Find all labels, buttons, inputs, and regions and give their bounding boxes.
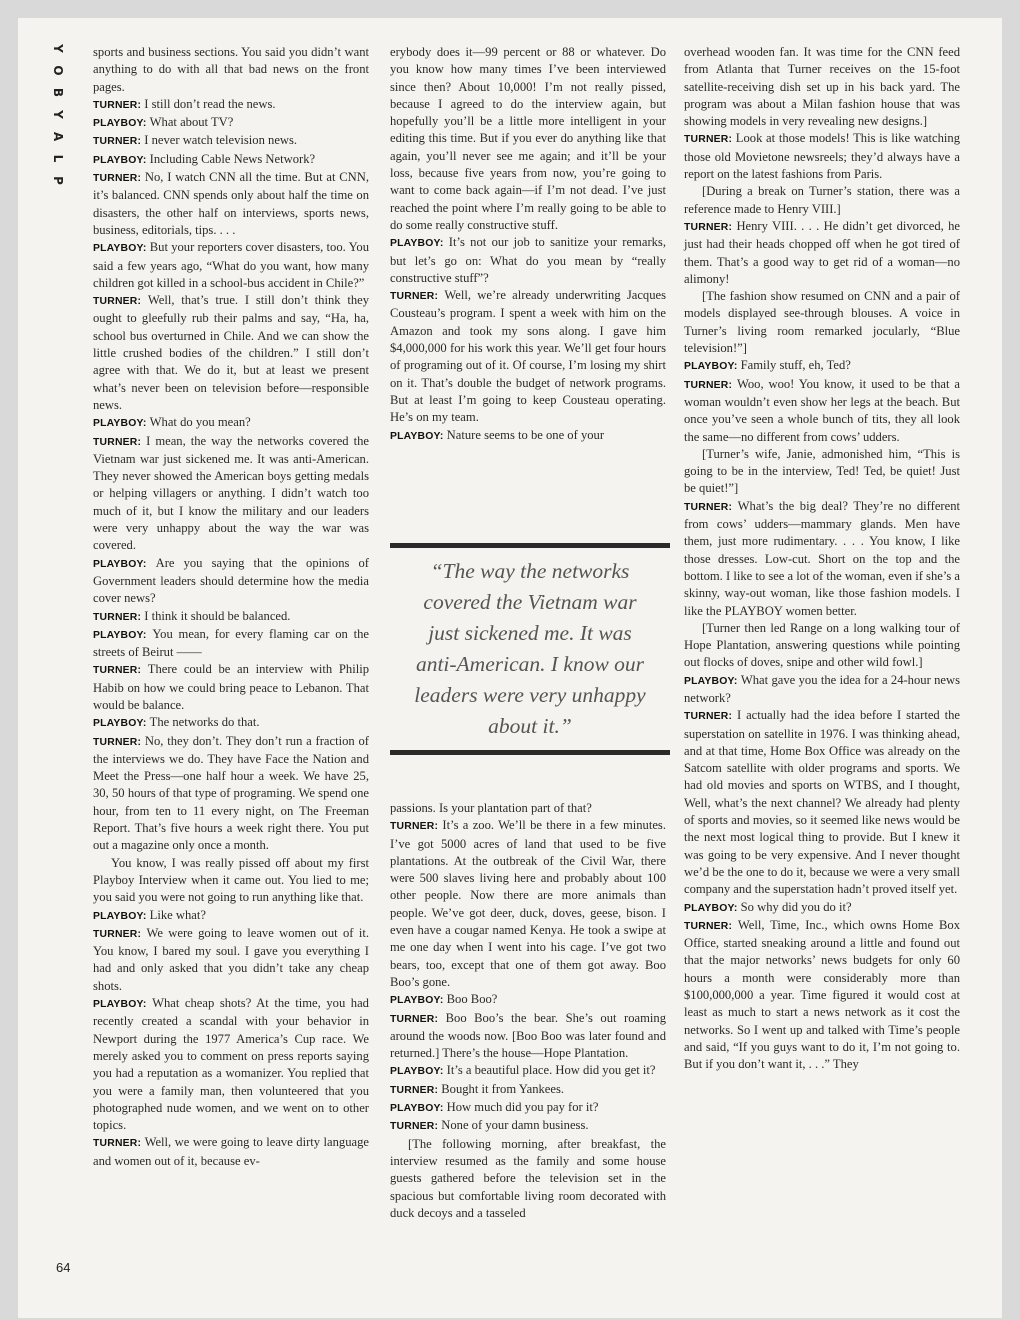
speaker-label: TURNER: xyxy=(93,928,142,940)
paragraph xyxy=(93,414,369,432)
paragraph xyxy=(684,130,960,183)
speaker-label: TURNER: xyxy=(390,821,439,833)
paragraph xyxy=(93,44,369,96)
paragraph-text: [During a break on Turner’s station, there was a reference made to Henry VIII.] xyxy=(684,184,960,216)
speaker-label: TURNER: xyxy=(93,296,142,308)
paragraph-text: [Turner’s wife, Janie, admonished him, “This is going to be in the interview, Ted! Ted, be quiet! Just be quiet!”] xyxy=(684,446,960,496)
paragraph-text: overhead wooden fan. It was time for the CNN feed from Atlanta that Turner receives on the 15-foot satellite-receiving dish set up in his back yard. The program was about a Milan fashion house that was showing models in very revealing new designs.] xyxy=(684,45,960,129)
speaker-label: TURNER: xyxy=(93,173,142,185)
paragraph-text: It’s a beautiful place. How did you get it? xyxy=(446,1063,656,1078)
running-head-letter: L xyxy=(51,154,65,164)
paragraph xyxy=(93,151,369,169)
text-column-2 xyxy=(390,44,666,445)
speaker-label: TURNER: xyxy=(684,379,733,391)
paragraph-text: What cheap shots? At the time, you had recently created a scandal with your behavior in Newport during the 1977 America’s Cup race. We merely asked you to comment on press reports saying you had a reputation as a womanizer. You replied that you were a family man, then volunteered that you photographed nude women, and we went on to other topics. xyxy=(93,996,369,1133)
paragraph-text: We were going to leave women out of it. You know, I bared my soul. I gave you everything I had and only asked that you didn’t take any cheap shots. xyxy=(93,925,369,993)
paragraph xyxy=(684,288,960,357)
paragraph-text: I actually had the idea before I started the superstation on satellite in 1976. I was thinking ahead, and at that time, Home Box Office was already on the Satcom satellite with older programs and sports. We had old movies and sports on WTBS, and I thought, Well, what’s the next channel? We already had plenty of sports and movies, so it seemed like news would be the next most logical thing to provide. But I knew it was going to be very expensive. And I never thought we’d be the one to do it, because we were a very small company and the superstation hadn’t proved itself yet. xyxy=(684,708,960,897)
paragraph-text: I never watch television news. xyxy=(144,133,298,148)
running-head-letter: O xyxy=(51,65,65,77)
paragraph-text: You mean, for every flaming car on the streets of Beirut —— xyxy=(93,626,369,660)
running-head-letter: Y xyxy=(51,110,65,120)
magazine-page xyxy=(18,18,1002,1318)
speaker-label: PLAYBOY: xyxy=(93,418,147,430)
paragraph xyxy=(684,357,960,375)
paragraph xyxy=(684,917,960,1074)
speaker-label: TURNER: xyxy=(93,611,142,623)
paragraph-text: But your reporters cover disasters, too. You said a few years ago, “What do you want, how many children got killed in a school-bus accident in Chile?” xyxy=(93,240,369,290)
speaker-label: TURNER: xyxy=(390,1013,439,1025)
paragraph-text: I still don’t read the news. xyxy=(144,96,276,111)
running-head xyxy=(50,38,66,192)
paragraph xyxy=(93,433,369,555)
text-column-2-lower xyxy=(390,800,666,1222)
paragraph-text: erybody does it—99 percent or 88 or whatever. Do you know how many times I’ve been interviewed since then? About 10,000! I’m not really pissed, because I agreed to do the interview again, but hopefully you’ll be a little more intelligent in your editing this time. But if you ever do anything like that again, you’ll never see me again; and it’ll be your loss, because five years from now, you’re going to want to come back again—if I’m not dead. I’ve just reached the point where I’m really going to be able to do some really constructive stuff. xyxy=(390,45,666,232)
speaker-label: PLAYBOY: xyxy=(684,675,738,687)
paragraph-text: Henry VIII. . . . He didn’t get divorced, he just had their heads chopped off when he got tired of them. That’s a good way to get rid of a woman—no alimony! xyxy=(684,218,960,286)
paragraph-text: So why did you do it? xyxy=(740,899,852,914)
paragraph-text: What’s the big deal? They’re no different from cows’ udders—mammary glands. Men have them, just more rudimentary. . . . You know, I like those dresses. Low-cut. Short on the top and the bottom. I like to see a lot of the woman, even if she’s a skinny, way-out woman, like those fashion models. I like the PLAYBOY women better. xyxy=(684,498,961,618)
paragraph xyxy=(390,427,666,445)
page-number: 64 xyxy=(56,1260,71,1275)
speaker-label: PLAYBOY: xyxy=(93,910,147,922)
paragraph xyxy=(684,446,960,498)
paragraph xyxy=(93,995,369,1134)
paragraph xyxy=(684,376,960,446)
paragraph xyxy=(684,707,960,898)
speaker-label: PLAYBOY: xyxy=(93,629,147,641)
paragraph-text: Like what? xyxy=(149,907,206,922)
speaker-label: PLAYBOY: xyxy=(93,118,147,130)
paragraph-text: Well, Time, Inc., which owns Home Box Office, started sneaking around a little and found out that the major networks’ news budgets for only 60 hours a month were considerably more than $100,000,000 a year. Time figured it would cost at least as much to start a news network as it cost the networks. So I went up and talked with Time’s people and said, “If you guys want to do it, I’m not going to. But if you don’t want it, . . .” They xyxy=(684,917,961,1072)
paragraph-text: passions. Is your plantation part of that? xyxy=(390,801,592,815)
paragraph xyxy=(390,1010,666,1063)
paragraph-text: No, I watch CNN all the time. But at CNN, it’s balanced. CNN spends only about half the time on disasters, the other half on interviews, sports news, business, editorials, tips. . . . xyxy=(93,170,369,237)
paragraph-text: Well, we were going to leave dirty language and women out of it, because ev- xyxy=(93,1135,369,1168)
paragraph xyxy=(684,183,960,218)
paragraph xyxy=(93,661,369,714)
speaker-label: TURNER: xyxy=(390,291,439,303)
speaker-label: TURNER: xyxy=(93,436,142,448)
paragraph xyxy=(390,1062,666,1080)
paragraph xyxy=(390,1099,666,1117)
paragraph-text: [Turner then led Range on a long walking tour of Hope Plantation, answering questions while pointing out flocks of doves, snipe and other wild fowl.] xyxy=(684,620,960,670)
paragraph-text: [The following morning, after breakfast, the interview resumed as the family and some house guests gathered before the television set in the spacious but comfortable living room decorated with duck decoys and a tasseled xyxy=(390,1136,666,1220)
pull-quote xyxy=(390,543,670,755)
paragraph xyxy=(93,608,369,626)
speaker-label: PLAYBOY: xyxy=(390,995,444,1007)
running-head-letter: A xyxy=(51,131,65,143)
paragraph xyxy=(684,620,960,672)
paragraph xyxy=(390,1136,666,1222)
paragraph xyxy=(390,800,666,817)
speaker-label: TURNER: xyxy=(390,1084,439,1096)
running-head-letter: B xyxy=(51,87,65,99)
speaker-label: TURNER: xyxy=(684,711,733,723)
paragraph xyxy=(684,44,960,130)
paragraph xyxy=(93,292,369,414)
paragraph-text: What gave you the idea for a 24-hour news network? xyxy=(684,672,960,705)
speaker-label: PLAYBOY: xyxy=(390,430,444,442)
paragraph xyxy=(93,925,369,995)
paragraph-text: Boo Boo? xyxy=(446,992,498,1007)
speaker-label: PLAYBOY: xyxy=(390,238,444,250)
paragraph-text: Family stuff, eh, Ted? xyxy=(740,358,851,373)
speaker-label: TURNER: xyxy=(93,665,142,677)
paragraph xyxy=(390,287,666,426)
speaker-label: PLAYBOY: xyxy=(93,999,147,1011)
speaker-label: PLAYBOY: xyxy=(684,902,738,914)
speaker-label: PLAYBOY: xyxy=(93,154,147,166)
speaker-label: PLAYBOY: xyxy=(390,1103,444,1115)
paragraph-text: Are you saying that the opinions of Government leaders should determine how the media cover news? xyxy=(93,555,369,606)
paragraph xyxy=(390,234,666,287)
speaker-label: TURNER: xyxy=(684,920,733,932)
paragraph xyxy=(390,817,666,991)
paragraph-text: Nature seems to be one of your xyxy=(446,427,605,442)
paragraph xyxy=(93,239,369,292)
paragraph-text: I think it should be balanced. xyxy=(144,608,291,623)
paragraph-text: Well, we’re already underwriting Jacques Cousteau’s program. I spent a week with him on the Amazon and took my sons along. I gave him $4,000,000 for his work this year. We’ll get four hours of programing out of it. Of course, I’m losing my shirt on it. That’s double the budget of network programs. But at least I’m going to keep Cousteau operating. He’s on my team. xyxy=(390,288,666,425)
paragraph-text: None of your damn business. xyxy=(441,1118,589,1133)
speaker-label: TURNER: xyxy=(684,221,733,233)
paragraph xyxy=(93,855,369,907)
paragraph xyxy=(684,218,960,288)
speaker-label: PLAYBOY: xyxy=(93,558,147,570)
paragraph-text: You know, I was really pissed off about my first Playboy Interview when it came out. You lied to me; you said you were not going to run anything like that. xyxy=(93,855,369,905)
paragraph-text: The networks do that. xyxy=(149,715,260,730)
speaker-label: TURNER: xyxy=(390,1121,439,1133)
paragraph-text: It’s not our job to sanitize your remarks, but let’s go on: What do you mean by “really constructive stuff”? xyxy=(390,235,666,285)
paragraph-text: Including Cable News Network? xyxy=(149,151,316,166)
speaker-label: TURNER: xyxy=(684,501,733,513)
speaker-label: TURNER: xyxy=(93,136,142,148)
paragraph-text: Woo, woo! You know, it used to be that a woman wouldn’t even show her legs at the beach. But once you’ve seen a whole bunch of tits, they all look the same—no different from cows’ udders. xyxy=(684,376,960,444)
paragraph xyxy=(93,626,369,662)
paragraph xyxy=(93,907,369,925)
paragraph xyxy=(390,1117,666,1135)
speaker-label: TURNER: xyxy=(93,1138,142,1150)
paragraph-text: What do you mean? xyxy=(149,415,251,430)
paragraph xyxy=(684,672,960,708)
paragraph-text: [The fashion show resumed on CNN and a pair of models displayed see-through blouses. A voice in Turner’s living room remarked jocularly, “Blue television!”] xyxy=(684,289,960,356)
paragraph xyxy=(93,555,369,608)
paragraph xyxy=(684,899,960,917)
paragraph xyxy=(93,733,369,855)
paragraph xyxy=(93,169,369,239)
paragraph-text: Look at those models! This is like watching those old Movietone newsreels; they’d always have a report on the latest fashions from Paris. xyxy=(684,131,960,182)
speaker-label: TURNER: xyxy=(684,134,733,146)
paragraph xyxy=(390,1081,666,1099)
speaker-label: PLAYBOY: xyxy=(93,243,147,255)
running-head-letter: P xyxy=(51,176,65,186)
paragraph-text: It’s a zoo. We’ll be there in a few minutes. I’ve got 5000 acres of land that used to be five plantations. At the outbreak of the Civil War, there were 500 slaves living here and probably about 100 other people. Now there are more animals than people. We’ve got deer, duck, doves, geese, bison. I even have a cougar named Kenya. He took a swipe at me one day when I went into his cage. I’ve got two bears, too, except that one of them got away. Boo Boo’s gone. xyxy=(390,818,666,989)
paragraph-text: There could be an interview with Philip Habib on how we could bring peace to Lebanon. That would be balance. xyxy=(93,662,369,712)
text-column-1 xyxy=(93,44,369,1254)
paragraph xyxy=(93,132,369,150)
paragraph xyxy=(93,96,369,114)
paragraph-text: I mean, the way the networks covered the Vietnam war just sickened me. It was anti-American. They never showed the American boys getting medals or helping villagers or anything. I didn’t watch too much of it, but I know the military and our leaders were very unhappy about the way the war was covered. xyxy=(93,433,369,553)
speaker-label: PLAYBOY: xyxy=(93,718,147,730)
speaker-label: PLAYBOY: xyxy=(390,1066,444,1078)
paragraph xyxy=(390,44,666,234)
speaker-label: PLAYBOY: xyxy=(684,361,738,373)
paragraph-text: sports and business sections. You said you didn’t want anything to do with all that bad news on the front pages. xyxy=(93,45,369,94)
paragraph xyxy=(684,498,960,620)
speaker-label: TURNER: xyxy=(93,736,142,748)
paragraph xyxy=(93,714,369,732)
paragraph xyxy=(93,1134,369,1170)
paragraph-text: What about TV? xyxy=(149,115,234,130)
paragraph-text: How much did you pay for it? xyxy=(446,1100,599,1115)
paragraph xyxy=(93,114,369,132)
paragraph-text: No, they don’t. They don’t run a fraction of the interviews we do. They have Face the Nation and Meet the Press—one half hour a week. We have 25, 30, 50 hours of that type of programing. We spend one hour, from ten to 11 every night, on The Freeman Report. That’s five hours a week right there. You put out a magazine only once a month. xyxy=(93,733,369,853)
text-column-3 xyxy=(684,44,960,1284)
speaker-label: TURNER: xyxy=(93,99,142,111)
paragraph-text: Boo Boo’s the bear. She’s out roaming around the woods now. [Boo Boo was later found and returned.] There’s the house—Hope Plantation. xyxy=(390,1010,666,1061)
paragraph xyxy=(390,991,666,1009)
running-head-letter: Y xyxy=(51,44,65,54)
paragraph-text: Bought it from Yankees. xyxy=(441,1081,565,1096)
magazine-name-vertical xyxy=(50,38,66,192)
paragraph-text: Well, that’s true. I still don’t think they ought to gleefully rub their palms and say, “Ha, ha, school bus overturned in Chile. And we can show the little crushed bodies of the children.” I still don’t agree with that. We do it, but at least we present what’s never been on television before—responsible news. xyxy=(93,293,370,412)
pull-quote-text: “The way the networks covered the Vietnam war just sickened me. It was anti-American. I know our leaders were very unhappy about it.” xyxy=(414,559,646,738)
